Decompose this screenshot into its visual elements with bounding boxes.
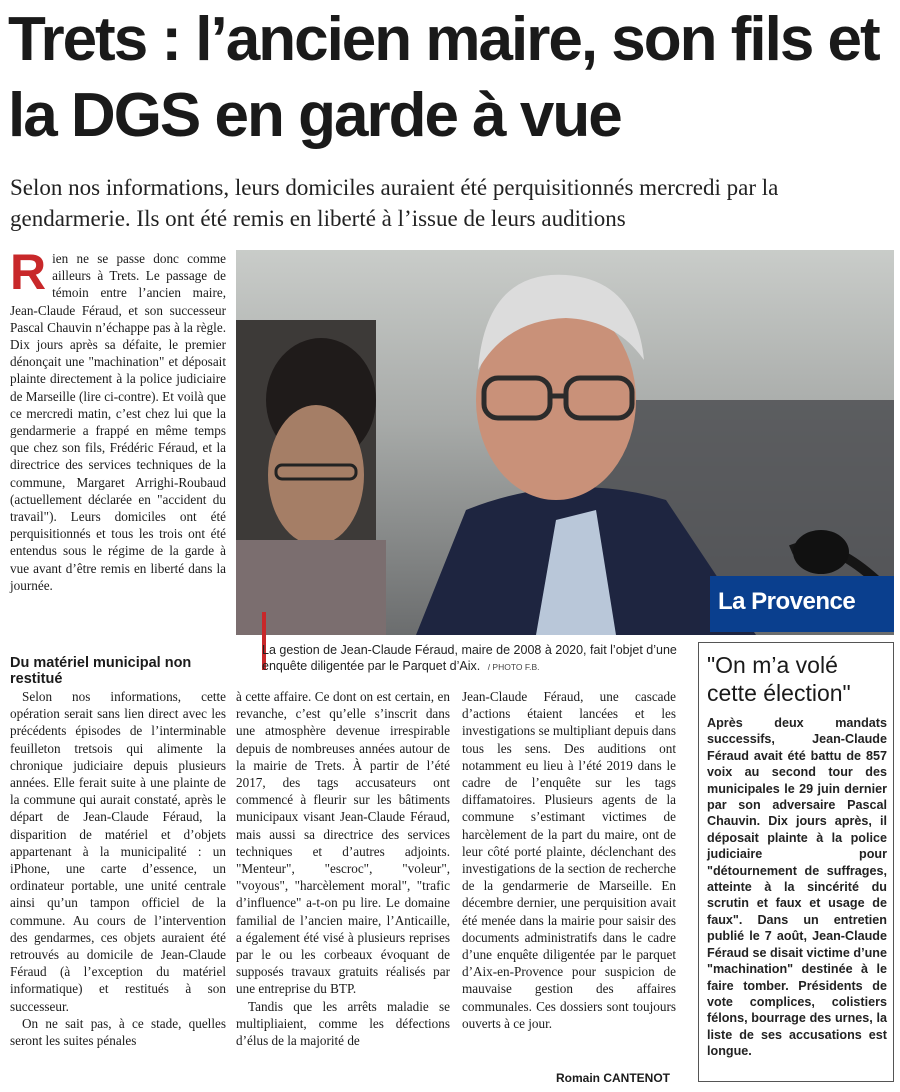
- column-3: [462, 688, 676, 1032]
- col2-paragraph: à cette affaire. Ce dont on est certain, en revanche, c’est qu’elle s’inscrit dans une atmosphère devenue irrespirable depuis de nombreuses années autour de la mairie de Trets. À partir de l’été 2017, des tags accusateurs ont commencé à fleurir sur les bâtiments municipaux visant Jean-Claude Féraud, mais aussi sa directrice des services techniques et d’autres adjoints. "Menteur", "escroc", "voleur", "voyous", "harcèlement moral", "trafic d’influence" a-t-on pu lire. Le domaine familial de l’ancien maire, l’Anticaille, a également été visé à plusieurs reprises par le ou les corbeaux évoquant de supposés travaux gratuits réalisés par une entreprise du BTP.: [236, 689, 450, 997]
- logo-text: La Provence: [718, 588, 856, 615]
- article-photo: [236, 250, 894, 635]
- headline: Trets : l’ancien maire, son fils et la DGS en garde à vue: [8, 5, 879, 150]
- sidebar-body: Après deux mandats successifs, Jean-Claude Féraud avait été battu de 857 voix au second tour des municipales le 29 juin dernier par son adversaire Pascal Chauvin. Dix jours après, il déposait plainte à la police judiciaire pour "détournement de suffrages, atteinte à la sincérité du scrutin et faux et usage de faux". Dans un entretien publié le 7 août, Jean-Claude Féraud se disait victime d’une "machination" destinée à le faire tomber. Présidents de vote complices, colistiers félons, bourrage des urnes, la liste de ses accusations est longue.: [707, 716, 887, 1059]
- sidebar-box: [698, 642, 894, 1082]
- column-2: [236, 688, 450, 1049]
- intro-text: ien ne se passe donc comme ailleurs à Trets. Le passage de témoin entre l’ancien maire, Jean-Claude Féraud, et son successeur Pascal Chauvin n’échappe pas à la règle. Dix jours après sa défaite, le premier dénonçait une "machination" et déposait plainte directement à la police judiciaire de Marseille (lire ci-contre). Et voilà que ce mercredi matin, c’est chez lui que la gendarmerie a frappé en même temps que chez son fils, Frédéric Féraud, et la directrice des services techniques de la commune, Margaret Arrighi-Roubaud (actuellement déclarée en "accident du travail"). Leurs domiciles ont été perquisitionnés et tous les trois ont été entendus sous le régime de la garde à vue avant d’être remis en liberté dans la journée.: [10, 251, 226, 593]
- sidebar-title: "On m’a volé cette élection": [707, 652, 851, 706]
- subhead: Du matériel municipal non restitué: [10, 655, 192, 687]
- col3-paragraph: Jean-Claude Féraud, une cascade d’actions étaient lancées et les investigations se multipliant depuis dans tous les sens. Des auditions ont notamment eu lieu à l’été 2019 dans le cadre de l’enquête sur les tags diffamatoires. Plusieurs agents de la commune s’estimant victimes de harcèlement de la part du maire, ont de leur côté porté plainte, déclenchant des investigations de la section de recherche de la gendarmerie de Marseille. En décembre dernier, une perquisition avait été menée dans la mairie pour saisir des documents administratifs dans le cadre d’une enquête diligentée par le parquet d’Aix-en-Provence pour suspicion de mauvaise gestion des affaires communales. Ces dossiers sont toujours ouverts à ce jour.: [462, 689, 676, 1031]
- caption-text: La gestion de Jean-Claude Féraud, maire de 2008 à 2020, fait l’objet d’une enquête diligentée par le Parquet d’Aix.: [262, 643, 677, 673]
- la-provence-logo: [710, 576, 894, 632]
- col1-paragraph: On ne sait pas, à ce stade, quelles seront les suites pénales: [10, 1015, 226, 1049]
- author-signature: Romain CANTENOT: [556, 1071, 670, 1085]
- intro-column: [10, 244, 226, 594]
- column-1: [10, 688, 226, 1049]
- drop-cap: R: [10, 244, 47, 300]
- photo-credit: / PHOTO F.B.: [487, 662, 540, 672]
- photo-caption: [262, 642, 692, 675]
- standfirst: Selon nos informations, leurs domiciles auraient été perquisitionnés mercredi par la gendarmerie. Ils ont été remis en liberté à l’issue de leurs auditions: [10, 175, 779, 231]
- col1-paragraph: Selon nos informations, cette opération serait sans lien direct avec les précédents épisodes de l’interminable feuilleton tretsois qui alimente la chronique judiciaire depuis plusieurs années. Elle ferait suite à une plainte de la commune qui aurait constaté, après le départ de Jean-Claude Féraud, la disparition de matériel et d’objets appartenant à la municipalité : un iPhone, une carte d’essence, un ordinateur portable, une unité centrale ainsi qu’un tampon officiel de la commune. Au cours de l’intervention des gendarmes, ces objets auraient été retrouvés au domicile de Jean-Claude Féraud (à l’exception du matériel informatique) et restitués à son successeur.: [10, 689, 226, 1014]
- col2-paragraph: Tandis que les arrêts maladie se multipliaient, comme les défections d’élus de la majorité de: [236, 998, 450, 1049]
